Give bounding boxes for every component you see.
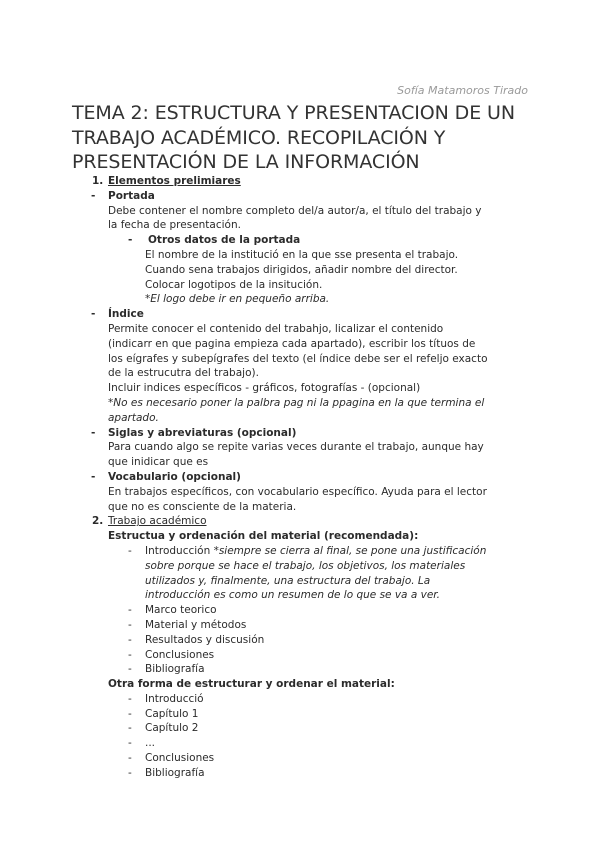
title-line: TEMA 2: ESTRUCTURA Y PRESENTACION DE UN	[72, 102, 515, 124]
paragraph-line: Debe contener el nombre completo del/a autor/a, el título del trabajo y	[108, 204, 482, 217]
item-label: Conclusiones	[145, 752, 215, 765]
list-item	[0, 618, 600, 633]
section-title: Trabajo académico	[108, 515, 207, 528]
bullet-dash: -	[128, 752, 132, 765]
item-label: Introducció	[145, 692, 204, 705]
bullet-dash: -	[128, 707, 132, 720]
item-label: Capítulo 1	[145, 707, 199, 720]
item-label: Capítulo 2	[145, 722, 199, 735]
subsection-label: Estructua y ordenación del material (recomendada):	[108, 530, 419, 543]
list-item	[0, 603, 600, 618]
note-line: sobre porque se hace el trabajo, los objetivos, los materiales	[145, 559, 466, 572]
section-number: 2.	[92, 515, 104, 528]
document-body	[0, 174, 600, 781]
bullet-dash: -	[128, 633, 132, 646]
item-label: Portada	[108, 189, 155, 202]
item-label: Marco teorico	[145, 604, 217, 617]
item-label: Conclusiones	[145, 648, 215, 661]
list-item	[0, 648, 600, 663]
item-label: Índice	[108, 308, 144, 321]
section-number: 1.	[92, 175, 104, 187]
note-line: *El logo debe ir en pequeño arriba.	[145, 293, 330, 306]
paragraph-line: que no es consciente de la materia.	[108, 500, 297, 513]
bullet-dash: -	[91, 470, 96, 483]
list-item	[0, 189, 600, 204]
bullet-dash: -	[128, 544, 132, 557]
item-label: Siglas y abreviaturas (opcional)	[108, 426, 297, 439]
item-label: Bibliografía	[145, 663, 205, 676]
subsection-label: Otra forma de estructurar y ordenar el material:	[108, 678, 395, 691]
item-label: Introducción	[145, 544, 214, 557]
bullet-dash: -	[128, 618, 132, 631]
item-label: Otros datos de la portada	[148, 234, 301, 247]
list-item	[0, 426, 600, 441]
bullet-dash: -	[128, 663, 132, 676]
item-label: Vocabulario (opcional)	[108, 470, 241, 483]
paragraph-line: En trabajos específicos, con vocabulario específico. Ayuda para el lector	[108, 485, 487, 498]
note-line: utilizados y, finalmente, una estructura del trabajo. La	[145, 574, 431, 587]
bullet-dash: -	[128, 648, 132, 661]
note-line: introducción es como un resumen de lo que se va a ver.	[145, 589, 440, 602]
bullet-dash: -	[91, 426, 96, 439]
list-item	[0, 692, 600, 707]
paragraph-line: los eígrafes y subepígrafes del texto (el índice debe ser el refeljo exacto	[108, 352, 488, 365]
bullet-dash: -	[128, 737, 132, 750]
bullet-dash: -	[128, 234, 133, 247]
section-title: Elementos prelimiares	[108, 175, 241, 187]
paragraph-line: la fecha de presentación.	[108, 219, 241, 232]
page-title	[72, 101, 542, 175]
section-heading	[0, 174, 600, 189]
list-item	[0, 633, 600, 648]
note-line: *siempre se cierra al final, se pone una justificación	[213, 544, 487, 557]
note-line: apartado.	[108, 411, 159, 424]
bullet-dash: -	[91, 308, 96, 321]
list-item	[0, 307, 600, 322]
note-line: *No es necesario poner la palbra pag ni la ppagina en la que termina el	[108, 396, 485, 409]
list-item	[0, 721, 600, 736]
bullet-dash: -	[128, 766, 132, 779]
paragraph-line: El nombre de la institució en la que sse presenta el trabajo.	[145, 248, 459, 261]
item-label: Bibliografía	[145, 766, 205, 779]
bullet-dash: -	[128, 722, 132, 735]
list-item	[0, 233, 600, 248]
item-label: Material y métodos	[145, 618, 247, 631]
paragraph-line: Colocar logotipos de la insitución.	[145, 278, 323, 291]
paragraph-line: Permite conocer el contenido del trabahjo, licalizar el contenido	[108, 322, 444, 335]
title-line: TRABAJO ACADÉMICO. RECOPILACIÓN Y	[72, 126, 446, 149]
list-item	[0, 662, 600, 677]
bullet-dash: -	[128, 604, 132, 617]
title-line: PRESENTACIÓN DE LA INFORMACIÓN	[72, 151, 420, 173]
paragraph-line: de la estrucutra del trabajo).	[108, 367, 259, 380]
list-item	[0, 751, 600, 766]
bullet-dash: -	[91, 189, 96, 202]
item-label: Resultados y discusión	[145, 633, 265, 646]
section-heading	[0, 514, 600, 529]
paragraph-line: Cuando sena trabajos dirigidos, añadir nombre del director.	[145, 263, 458, 276]
paragraph-line: que inidicar que es	[108, 456, 209, 469]
bullet-dash: -	[128, 692, 132, 705]
list-item	[0, 544, 600, 559]
paragraph-line: Incluir indices específicos - gráficos, fotografías - (opcional)	[108, 382, 421, 395]
list-item	[0, 707, 600, 722]
item-label: ...	[145, 737, 156, 750]
list-item	[0, 470, 600, 485]
list-item	[0, 766, 600, 781]
author-name: Sofía Matamoros Tirado	[397, 84, 528, 97]
paragraph-line: Para cuando algo se repite varias veces durante el trabajo, aunque hay	[108, 441, 484, 454]
paragraph-line: (indicarr en que pagina empieza cada apartado), escribir los títuos de	[108, 337, 476, 350]
list-item	[0, 736, 600, 751]
